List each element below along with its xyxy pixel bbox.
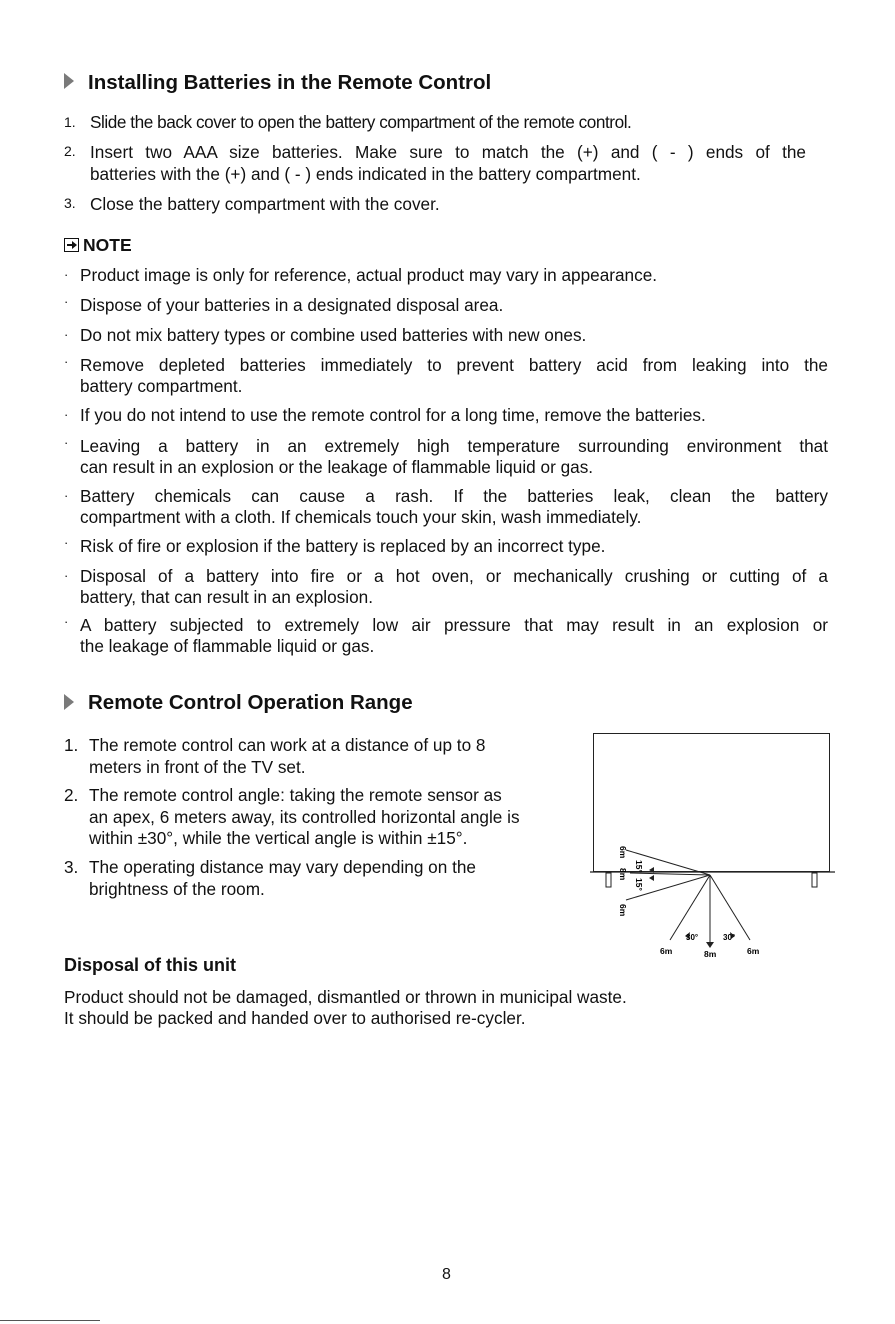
- section-arrow-icon: [64, 73, 74, 89]
- bullet-icon: ·: [64, 535, 69, 550]
- dim-label: 15°: [634, 860, 644, 873]
- footer-rule: [0, 1320, 100, 1321]
- step-text: The remote control angle: taking the remote sensor as: [89, 785, 502, 805]
- note-item-text: A battery subjected to extremely low air pressure that may result in an explosion or: [80, 615, 828, 635]
- step-number: 2.: [64, 143, 76, 159]
- step-number: 3.: [64, 195, 76, 211]
- step-number: 1.: [64, 114, 76, 130]
- bullet-icon: ·: [64, 614, 69, 629]
- bullet-icon: ·: [64, 488, 69, 503]
- dim-label: 15°: [634, 878, 644, 891]
- bullet-icon: ·: [64, 407, 69, 422]
- operation-range-diagram: [590, 846, 840, 960]
- note-item-text: battery, that can result in an explosion.: [80, 587, 373, 607]
- step-text: batteries with the (+) and ( - ) ends indicated in the battery compartment.: [90, 164, 641, 184]
- dim-label: 30°: [686, 933, 699, 942]
- step-text: The remote control can work at a distance of up to 8: [89, 735, 486, 755]
- note-item-text: Disposal of a battery into fire or a hot oven, or mechanically crushing or cutting of a: [80, 566, 828, 586]
- step-number: 3.: [64, 857, 79, 877]
- step-text: Close the battery compartment with the cover.: [90, 194, 440, 214]
- dim-label: 6m: [747, 946, 760, 956]
- step-text: Slide the back cover to open the battery compartment of the remote control.: [90, 112, 632, 132]
- note-item-text: Dispose of your batteries in a designated disposal area.: [80, 295, 504, 315]
- section-arrow-icon: [64, 694, 74, 710]
- note-icon: [64, 238, 79, 252]
- note-item-text: Do not mix battery types or combine used batteries with new ones.: [80, 325, 587, 345]
- note-title: NOTE: [83, 235, 132, 255]
- note-item-text: battery compartment.: [80, 376, 243, 396]
- step-text: brightness of the room.: [89, 879, 265, 899]
- dim-label: 6m: [618, 904, 628, 917]
- section-title-batteries: Installing Batteries in the Remote Control: [88, 71, 492, 94]
- step-text: The operating distance may vary depending on the: [89, 857, 476, 877]
- note-item-text: Leaving a battery in an extremely high temperature surrounding environment that: [80, 436, 828, 456]
- dim-label: 6m: [618, 846, 628, 859]
- bullet-icon: ·: [64, 568, 69, 583]
- note-item-text: Remove depleted batteries immediately to prevent battery acid from leaking into the: [80, 355, 828, 375]
- bullet-icon: ·: [64, 267, 69, 282]
- bullet-icon: ·: [64, 435, 69, 450]
- step-text: an apex, 6 meters away, its controlled horizontal angle is: [89, 807, 520, 827]
- step-text: meters in front of the TV set.: [89, 757, 306, 777]
- step-number: 2.: [64, 785, 79, 805]
- step-text: within ±30°, while the vertical angle is within ±15°.: [89, 828, 468, 848]
- dim-label: 30°: [723, 933, 736, 942]
- tv-stand-right: [812, 873, 817, 887]
- step-number: 1.: [64, 735, 79, 755]
- bullet-icon: ·: [64, 294, 69, 309]
- page-number: 8: [442, 1266, 451, 1283]
- note-item-text: can result in an explosion or the leakage of flammable liquid or gas.: [80, 457, 594, 477]
- note-item-text: If you do not intend to use the remote control for a long time, remove the batteries.: [80, 405, 706, 425]
- tv-stand-left: [606, 873, 611, 887]
- note-item-text: Battery chemicals can cause a rash. If the batteries leak, clean the battery: [80, 486, 828, 506]
- note-item-text: Risk of fire or explosion if the battery is replaced by an incorrect type.: [80, 536, 606, 556]
- note-item-text: the leakage of flammable liquid or gas.: [80, 636, 375, 656]
- note-item-text: compartment with a cloth. If chemicals touch your skin, wash immediately.: [80, 507, 642, 527]
- disposal-text: Product should not be damaged, dismantled or thrown in municipal waste.: [64, 987, 627, 1007]
- dim-label: 8m: [618, 868, 628, 881]
- bullet-icon: ·: [64, 354, 69, 369]
- step-text: Insert two AAA size batteries. Make sure to match the (+) and ( - ) ends of the: [90, 142, 806, 162]
- disposal-title: Disposal of this unit: [64, 955, 237, 975]
- section-title-range: Remote Control Operation Range: [88, 691, 413, 714]
- dim-label: 6m: [660, 946, 673, 956]
- disposal-text: It should be packed and handed over to authorised re-cycler.: [64, 1008, 526, 1028]
- note-item-text: Product image is only for reference, actual product may vary in appearance.: [80, 265, 658, 285]
- bullet-icon: ·: [64, 327, 69, 342]
- dim-label: 8m: [704, 949, 717, 959]
